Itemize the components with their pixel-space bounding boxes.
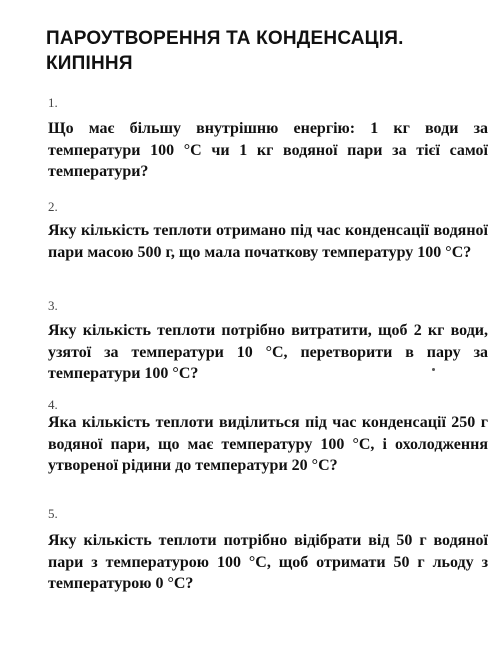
question-text-1: Що має більшу внутрішню енергію: 1 кг води за температури 100 °C чи 1 кг водяної пари за тієї самої температури? [48, 120, 488, 180]
question-number-3: 3. [48, 298, 58, 313]
ink-speck [432, 368, 435, 371]
question-number-4: 4. [48, 397, 58, 412]
question-text-3: Яку кількість теплоти потрібно витратити, щоб 2 кг води, узятої за температури 10 °C, перетворити в пару за температури 100 °C? [48, 322, 488, 382]
question-number-2: 2. [48, 199, 58, 214]
question-number-5: 5. [48, 506, 58, 521]
page-title: ПАРОУТВОРЕННЯ ТА КОНДЕНСАЦІЯ. КИПІННЯ [46, 28, 404, 74]
question-text-2: Яку кількість теплоти отримано під час конденсації водяної пари масою 500 г, що мала початкову температуру 100 °C? [48, 222, 488, 261]
question-text-4: Яка кількість теплоти виділиться під час конденсації 250 г водяної пари, що має температуру 100 °C, і охолодження утвореної рідини до температури 20 °C? [48, 414, 488, 474]
question-text-5: Яку кількість теплоти потрібно відібрати від 50 г водяної пари з температурою 100 °C, щоб отримати 50 г льоду з температурою 0 °C? [48, 532, 488, 592]
question-number-1: 1. [48, 95, 58, 110]
